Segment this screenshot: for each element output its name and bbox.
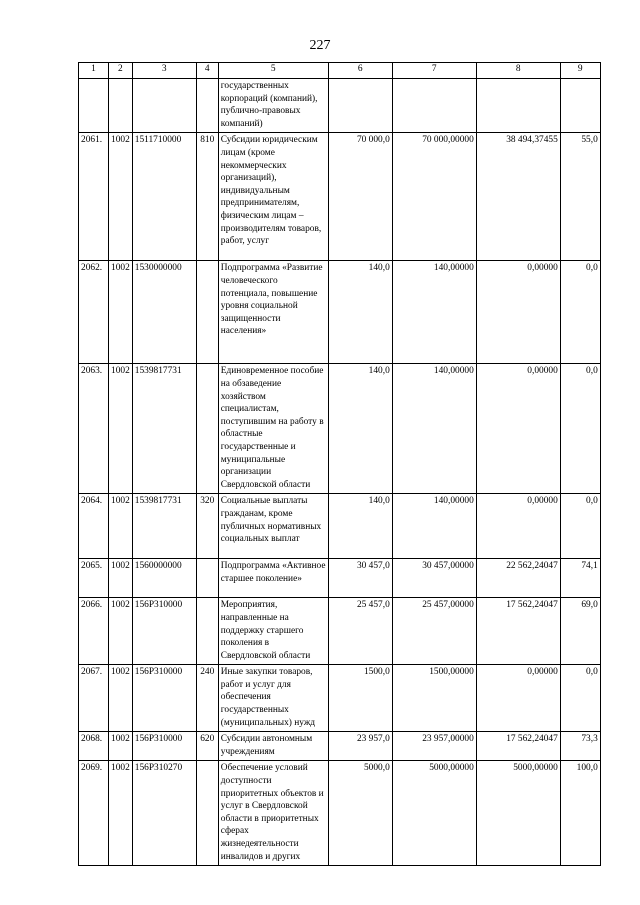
- row-number: 2069.: [79, 761, 109, 866]
- table-row: [79, 79, 601, 133]
- executed-amount: 17 562,24047: [476, 732, 560, 761]
- execution-percent: [560, 79, 600, 133]
- target-article-code: 1530000000: [132, 261, 196, 364]
- planned-amount: 70 000,0: [328, 133, 392, 261]
- row-number: 2066.: [79, 598, 109, 665]
- execution-percent: 0,0: [560, 494, 600, 559]
- execution-percent: 0,0: [560, 364, 600, 494]
- approved-amount: 1500,00000: [392, 665, 476, 732]
- column-header: 5: [218, 63, 328, 79]
- executed-amount: 0,00000: [476, 665, 560, 732]
- approved-amount: [392, 79, 476, 133]
- expense-type-code: [196, 598, 218, 665]
- item-name: Субсидии автономным учреждениям: [218, 732, 328, 761]
- execution-percent: 73,3: [560, 732, 600, 761]
- column-header: 4: [196, 63, 218, 79]
- executed-amount: 5000,00000: [476, 761, 560, 866]
- planned-amount: 140,0: [328, 364, 392, 494]
- target-article-code: 156P310000: [132, 598, 196, 665]
- section-code: 1002: [109, 598, 133, 665]
- column-header: 6: [328, 63, 392, 79]
- target-article-code: 156P310270: [132, 761, 196, 866]
- execution-percent: 0,0: [560, 665, 600, 732]
- table-row: [79, 133, 601, 261]
- executed-amount: 22 562,24047: [476, 559, 560, 598]
- row-number: 2063.: [79, 364, 109, 494]
- column-header: 2: [109, 63, 133, 79]
- planned-amount: 25 457,0: [328, 598, 392, 665]
- column-header: 9: [560, 63, 600, 79]
- budget-table: [78, 62, 601, 866]
- executed-amount: 0,00000: [476, 364, 560, 494]
- section-code: 1002: [109, 732, 133, 761]
- planned-amount: [328, 79, 392, 133]
- approved-amount: 5000,00000: [392, 761, 476, 866]
- expense-type-code: [196, 559, 218, 598]
- item-name: Обеспечение условий доступности приоритетных объектов и услуг в Свердловской области в приоритетных сферах жизнедеятельности инвалидов и других: [218, 761, 328, 866]
- table-row: [79, 732, 601, 761]
- item-name: Социальные выплаты гражданам, кроме публичных нормативных социальных выплат: [218, 494, 328, 559]
- execution-percent: 69,0: [560, 598, 600, 665]
- item-name: Единовременное пособие на обзаведение хозяйством специалистам, поступившим на работу в областные государственные и муниципальные организации Свердловской области: [218, 364, 328, 494]
- row-number: 2065.: [79, 559, 109, 598]
- row-number: 2064.: [79, 494, 109, 559]
- approved-amount: 30 457,00000: [392, 559, 476, 598]
- table-row: [79, 364, 601, 494]
- approved-amount: 140,00000: [392, 494, 476, 559]
- target-article-code: 1539817731: [132, 494, 196, 559]
- target-article-code: 1539817731: [132, 364, 196, 494]
- section-code: 1002: [109, 559, 133, 598]
- expense-type-code: [196, 79, 218, 133]
- table-body: [79, 79, 601, 866]
- target-article-code: 1511710000: [132, 133, 196, 261]
- row-number: 2062.: [79, 261, 109, 364]
- execution-percent: 55,0: [560, 133, 600, 261]
- executed-amount: [476, 79, 560, 133]
- column-header: 7: [392, 63, 476, 79]
- section-code: 1002: [109, 665, 133, 732]
- planned-amount: 140,0: [328, 261, 392, 364]
- target-article-code: 156P310000: [132, 665, 196, 732]
- expense-type-code: 810: [196, 133, 218, 261]
- section-code: 1002: [109, 364, 133, 494]
- row-number: 2061.: [79, 133, 109, 261]
- item-name: Подпрограмма «Активное старшее поколение»: [218, 559, 328, 598]
- executed-amount: 0,00000: [476, 494, 560, 559]
- table-row: [79, 494, 601, 559]
- executed-amount: 0,00000: [476, 261, 560, 364]
- table-row: [79, 665, 601, 732]
- section-code: 1002: [109, 133, 133, 261]
- section-code: 1002: [109, 261, 133, 364]
- executed-amount: 38 494,37455: [476, 133, 560, 261]
- planned-amount: 1500,0: [328, 665, 392, 732]
- approved-amount: 25 457,00000: [392, 598, 476, 665]
- row-number: [79, 79, 109, 133]
- approved-amount: 140,00000: [392, 364, 476, 494]
- execution-percent: 74,1: [560, 559, 600, 598]
- executed-amount: 17 562,24047: [476, 598, 560, 665]
- planned-amount: 23 957,0: [328, 732, 392, 761]
- expense-type-code: [196, 364, 218, 494]
- item-name: Субсидии юридическим лицам (кроме некоммерческих организаций), индивидуальным предпринимателям, физическим лицам – производителям товаров, работ, услуг: [218, 133, 328, 261]
- section-code: [109, 79, 133, 133]
- column-header: 8: [476, 63, 560, 79]
- column-header: 3: [132, 63, 196, 79]
- target-article-code: [132, 79, 196, 133]
- expense-type-code: 240: [196, 665, 218, 732]
- item-name: Подпрограмма «Развитие человеческого потенциала, повышение уровня социальной защищенности населения»: [218, 261, 328, 364]
- target-article-code: 156P310000: [132, 732, 196, 761]
- expense-type-code: [196, 261, 218, 364]
- row-number: 2068.: [79, 732, 109, 761]
- expense-type-code: 320: [196, 494, 218, 559]
- page-number: 227: [309, 38, 331, 53]
- approved-amount: 140,00000: [392, 261, 476, 364]
- planned-amount: 30 457,0: [328, 559, 392, 598]
- item-name: государственных корпораций (компаний), публично-правовых компаний): [218, 79, 328, 133]
- row-number: 2067.: [79, 665, 109, 732]
- planned-amount: 140,0: [328, 494, 392, 559]
- section-code: 1002: [109, 494, 133, 559]
- expense-type-code: [196, 761, 218, 866]
- execution-percent: 100,0: [560, 761, 600, 866]
- approved-amount: 23 957,00000: [392, 732, 476, 761]
- item-name: Иные закупки товаров, работ и услуг для обеспечения государственных (муниципальных) нужд: [218, 665, 328, 732]
- column-header: 1: [79, 63, 109, 79]
- approved-amount: 70 000,00000: [392, 133, 476, 261]
- planned-amount: 5000,0: [328, 761, 392, 866]
- table-row: [79, 598, 601, 665]
- item-name: Мероприятия, направленные на поддержку старшего поколения в Свердловской области: [218, 598, 328, 665]
- expense-type-code: 620: [196, 732, 218, 761]
- execution-percent: 0,0: [560, 261, 600, 364]
- section-code: 1002: [109, 761, 133, 866]
- table-header-row: [79, 63, 601, 79]
- table-row: [79, 559, 601, 598]
- target-article-code: 1560000000: [132, 559, 196, 598]
- table-row: [79, 261, 601, 364]
- table-row: [79, 761, 601, 866]
